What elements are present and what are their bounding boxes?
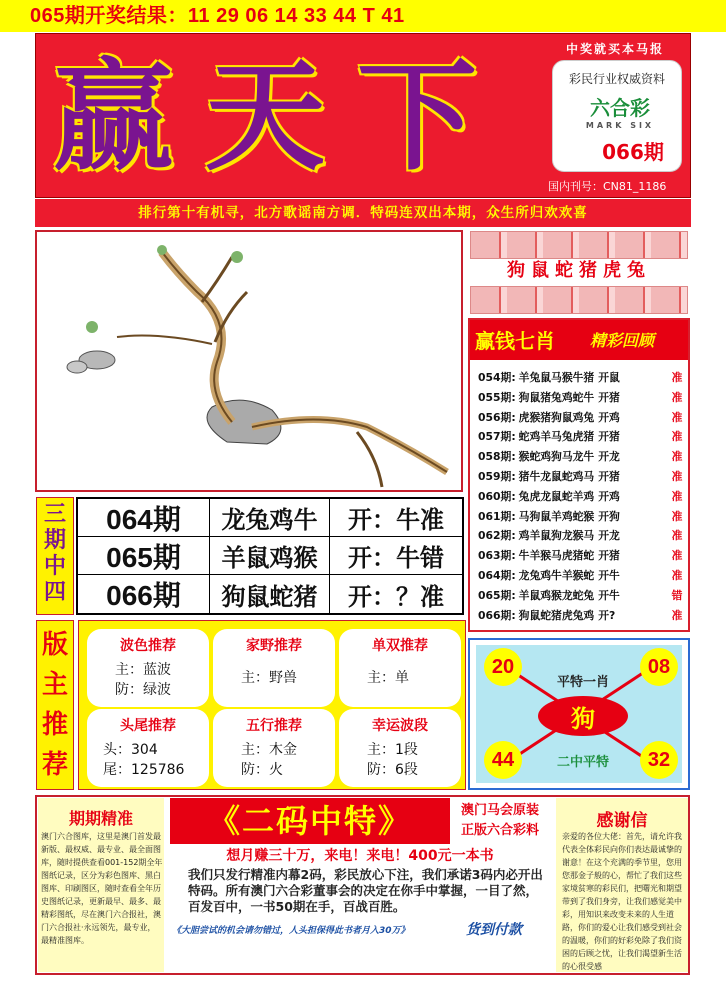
review-subtitle: 精彩回顾 bbox=[590, 331, 655, 350]
review-result: 开鸡 bbox=[598, 489, 620, 503]
ink-tree-painting bbox=[35, 230, 463, 492]
riddle-slogan: 排行第十有机寻，北方歌谣南方调．特码连双出本期，众生所归欢欢喜 bbox=[35, 199, 691, 227]
issue-number: 066期 bbox=[602, 140, 664, 164]
owner-pick-grid bbox=[78, 620, 466, 790]
row-open: 开：？准 bbox=[348, 582, 444, 611]
review-zodiacs: 蛇鸡羊马兔虎猪 bbox=[518, 430, 595, 444]
card-title: 幸运波段 bbox=[372, 718, 428, 734]
review-zodiacs: 羊兔鼠马猴牛猪 bbox=[518, 371, 595, 384]
badge-caption: 彩民行业权威资料 bbox=[568, 72, 665, 86]
review-zodiacs: 狗鼠猪兔鸡蛇牛 bbox=[518, 390, 595, 404]
review-result: 开猪 bbox=[598, 390, 620, 404]
owner-pick-label bbox=[36, 620, 74, 790]
review-issue: 055期: bbox=[478, 390, 516, 404]
review-mark: 准 bbox=[671, 608, 683, 622]
review-result: 开龙 bbox=[598, 450, 620, 464]
review-issue: 064期: bbox=[478, 568, 516, 582]
cash-on-delivery: 货到付款 bbox=[466, 922, 522, 938]
review-row bbox=[478, 566, 686, 586]
review-row bbox=[478, 606, 686, 626]
thanks-letter-title: 感谢信 bbox=[596, 811, 648, 831]
review-issue: 062期: bbox=[478, 529, 516, 543]
row-zodiacs: 狗鼠蛇猪 bbox=[210, 575, 330, 613]
card-line: 尾：125786 bbox=[103, 762, 185, 778]
review-row bbox=[478, 546, 686, 566]
logo-subtext: MARK SIX bbox=[585, 121, 655, 130]
logo-text: 六合彩 bbox=[590, 96, 650, 120]
label-char: 中 bbox=[43, 554, 66, 579]
card-line: 主：木金 bbox=[241, 742, 297, 758]
card-line: 防：6段 bbox=[367, 762, 418, 778]
mark-six-logo bbox=[570, 92, 670, 130]
row-zodiacs: 龙兔鸡牛 bbox=[210, 499, 330, 536]
recommend-card bbox=[87, 709, 209, 787]
card-line: 头：304 bbox=[103, 742, 158, 758]
review-row bbox=[478, 526, 686, 546]
promo-body: 我们只发行精准内幕2码，彩民放心下注，我们承诺3码内必开出特码。所有澳门六合彩董事会的决定在你手中掌握，一目了然，百发百中，一书50期在手，百战百胜。 bbox=[188, 867, 543, 914]
card-line: 主：1段 bbox=[367, 742, 418, 758]
row-zodiacs: 羊鼠鸡猴 bbox=[210, 537, 330, 574]
recommend-card bbox=[213, 629, 335, 707]
review-mark: 准 bbox=[671, 549, 683, 563]
special-zodiac: 狗 bbox=[571, 705, 595, 733]
special-title: 平特一肖 bbox=[556, 675, 609, 690]
label-char: 三 bbox=[43, 502, 66, 527]
three-issue-row bbox=[78, 575, 462, 613]
review-mark: 准 bbox=[671, 390, 683, 404]
label-char: 期 bbox=[43, 528, 66, 553]
review-issue: 060期: bbox=[478, 489, 516, 503]
card-title: 波色推荐 bbox=[120, 638, 176, 654]
draw-result-bar: 065期开奖结果：11 29 06 14 33 44 T 41 bbox=[0, 0, 726, 32]
three-issue-table bbox=[76, 497, 464, 615]
review-issue: 057期: bbox=[478, 430, 516, 444]
row-issue: 066期 bbox=[78, 575, 210, 613]
special-ball: 32 bbox=[640, 741, 678, 779]
review-title: 赢钱七肖 bbox=[475, 329, 555, 353]
review-issue: 054期: bbox=[478, 371, 516, 384]
review-result: 开牛 bbox=[598, 588, 620, 602]
issn-text: 国内刊号：CN81_1186 bbox=[548, 180, 667, 193]
review-result: 开鸡 bbox=[598, 410, 620, 424]
review-mark: 错 bbox=[671, 588, 683, 602]
banknote-strip-bottom bbox=[470, 286, 688, 314]
review-mark: 准 bbox=[671, 489, 683, 503]
promo-line: 想月赚三十万，来电！来电！400元一本书 bbox=[226, 848, 494, 864]
review-zodiacs: 马狗鼠羊鸡蛇猴 bbox=[518, 509, 595, 523]
thanks-letter-text: 亲爱的各位大佬：首先，请允许我代表全体彩民向你们表达最诚挚的谢意！在这个充满的季节里，您用您那金子般的心，帮忙了我们这些家境贫寒的彩民们，把曙光和期望带到了我们身旁，让我们感觉美中彩，用知识来改变未来的人生道路，你们的爱心让我们感受到社会的温暖，你们的好彩免除了我们资困的后顾之忧，让我们渴望新生活的心很受感 bbox=[562, 832, 682, 971]
review-row bbox=[478, 388, 686, 408]
recommend-card bbox=[339, 709, 461, 787]
review-issue: 066期: bbox=[478, 608, 516, 622]
review-zodiacs: 猪牛龙鼠蛇鸡马 bbox=[518, 469, 595, 483]
row-open: 开：牛准 bbox=[348, 506, 444, 534]
two-code-banner: 《二码中特》 bbox=[170, 798, 450, 844]
zodiac-picks: 狗鼠蛇猪虎兔 bbox=[507, 260, 651, 281]
label-char: 四 bbox=[43, 580, 66, 605]
review-issue: 059期: bbox=[478, 469, 516, 483]
review-zodiacs: 兔虎龙鼠蛇羊鸡 bbox=[518, 489, 595, 503]
review-zodiacs: 羊鼠鸡猴龙蛇兔 bbox=[518, 588, 595, 602]
review-list bbox=[478, 368, 686, 625]
tree-illustration bbox=[37, 232, 461, 490]
card-title: 五行推荐 bbox=[246, 718, 302, 734]
row-issue: 064期 bbox=[78, 499, 210, 536]
special-ball: 44 bbox=[484, 741, 522, 779]
special-subtitle: 二中平特 bbox=[556, 755, 609, 770]
banner-side bbox=[450, 798, 550, 844]
review-row bbox=[478, 408, 686, 428]
review-mark: 准 bbox=[671, 568, 683, 582]
review-mark: 准 bbox=[671, 430, 683, 444]
review-zodiacs: 狗鼠蛇猪虎兔鸡 bbox=[518, 608, 595, 622]
review-result: 开牛 bbox=[598, 568, 620, 582]
three-issue-row bbox=[78, 537, 462, 575]
banknote-strip-top bbox=[470, 231, 688, 259]
left-column-title: 期期精准 bbox=[68, 809, 133, 828]
masthead-title bbox=[48, 42, 498, 192]
title-char-2: 天 bbox=[205, 46, 325, 187]
review-row bbox=[478, 368, 686, 388]
review-issue: 063期: bbox=[478, 549, 516, 563]
review-mark: 准 bbox=[671, 450, 683, 464]
label-char: 荐 bbox=[41, 750, 68, 780]
banner-side-line: 正版六合彩料 bbox=[460, 823, 539, 838]
review-zodiacs: 猴蛇鸡狗马龙牛 bbox=[518, 450, 595, 464]
review-zodiacs: 虎猴猪狗鼠鸡兔 bbox=[518, 410, 595, 424]
review-mark: 准 bbox=[671, 410, 683, 424]
review-row bbox=[478, 507, 686, 527]
special-ball: 20 bbox=[484, 648, 522, 686]
review-issue: 056期: bbox=[478, 410, 516, 424]
title-char-3: 下 bbox=[357, 46, 477, 187]
card-title: 家野推荐 bbox=[246, 638, 302, 654]
review-result: 开猪 bbox=[598, 549, 620, 563]
review-issue: 065期: bbox=[478, 588, 516, 602]
row-issue: 065期 bbox=[78, 537, 210, 574]
left-column-text: 澳门六合图库，这里是澳门首发最新版、最权威、最专业、最全面图库，随时提供查看001-152期全年图纸记录，区分为彩色图库、黑白图库、印刷图区，随时查看全年历史图纸记录，更新最早、最多、最精彩图纸，尽在澳门六合报社，澳门六合报社·永远领先，最专业，最精准图库。 bbox=[41, 832, 163, 945]
recommend-card bbox=[339, 629, 461, 707]
review-mark: 准 bbox=[671, 469, 683, 483]
card-line: 防：绿波 bbox=[115, 682, 171, 698]
review-mark: 准 bbox=[671, 371, 683, 384]
review-row bbox=[478, 487, 686, 507]
label-char: 推 bbox=[41, 710, 68, 740]
review-zodiacs: 龙兔鸡牛羊猴蛇 bbox=[518, 568, 595, 582]
review-result: 开猪 bbox=[598, 469, 620, 483]
three-issue-label bbox=[36, 497, 74, 615]
card-title: 单双推荐 bbox=[372, 638, 428, 654]
label-char: 版 bbox=[41, 630, 68, 660]
recommend-card bbox=[213, 709, 335, 787]
review-result: 开龙 bbox=[598, 529, 620, 543]
review-result: 开? bbox=[598, 608, 616, 622]
card-line: 主：蓝波 bbox=[115, 662, 171, 678]
special-ball: 08 bbox=[640, 648, 678, 686]
card-line: 主：野兽 bbox=[241, 670, 297, 686]
review-mark: 准 bbox=[671, 529, 683, 543]
card-line: 防：火 bbox=[241, 762, 283, 778]
promo-footnote: 《大胆尝试的机会请勿错过，人头担保得此书者月入30万》 bbox=[172, 926, 410, 936]
review-mark: 准 bbox=[671, 509, 683, 523]
recommend-card bbox=[87, 629, 209, 707]
header-slogan: 中奖就买本马报 bbox=[565, 42, 664, 56]
review-row bbox=[478, 467, 686, 487]
review-row bbox=[478, 586, 686, 606]
review-result: 开鼠 bbox=[598, 371, 620, 384]
review-issue: 061期: bbox=[478, 509, 516, 523]
title-char-1: 赢 bbox=[53, 46, 173, 187]
review-row bbox=[478, 427, 686, 447]
card-title: 头尾推荐 bbox=[120, 718, 176, 734]
three-issue-row bbox=[78, 499, 462, 537]
card-line: 主：单 bbox=[367, 670, 409, 686]
review-result: 开狗 bbox=[598, 509, 620, 523]
row-open: 开：牛错 bbox=[348, 544, 444, 572]
review-zodiacs: 牛羊猴马虎猪蛇 bbox=[518, 549, 595, 563]
review-result: 开猪 bbox=[598, 430, 620, 444]
banner-side-line: 澳门马会原装 bbox=[460, 803, 539, 818]
review-zodiacs: 鸡羊鼠狗龙猴马 bbox=[518, 529, 595, 543]
label-char: 主 bbox=[41, 670, 68, 700]
review-issue: 058期: bbox=[478, 450, 516, 464]
review-row bbox=[478, 447, 686, 467]
